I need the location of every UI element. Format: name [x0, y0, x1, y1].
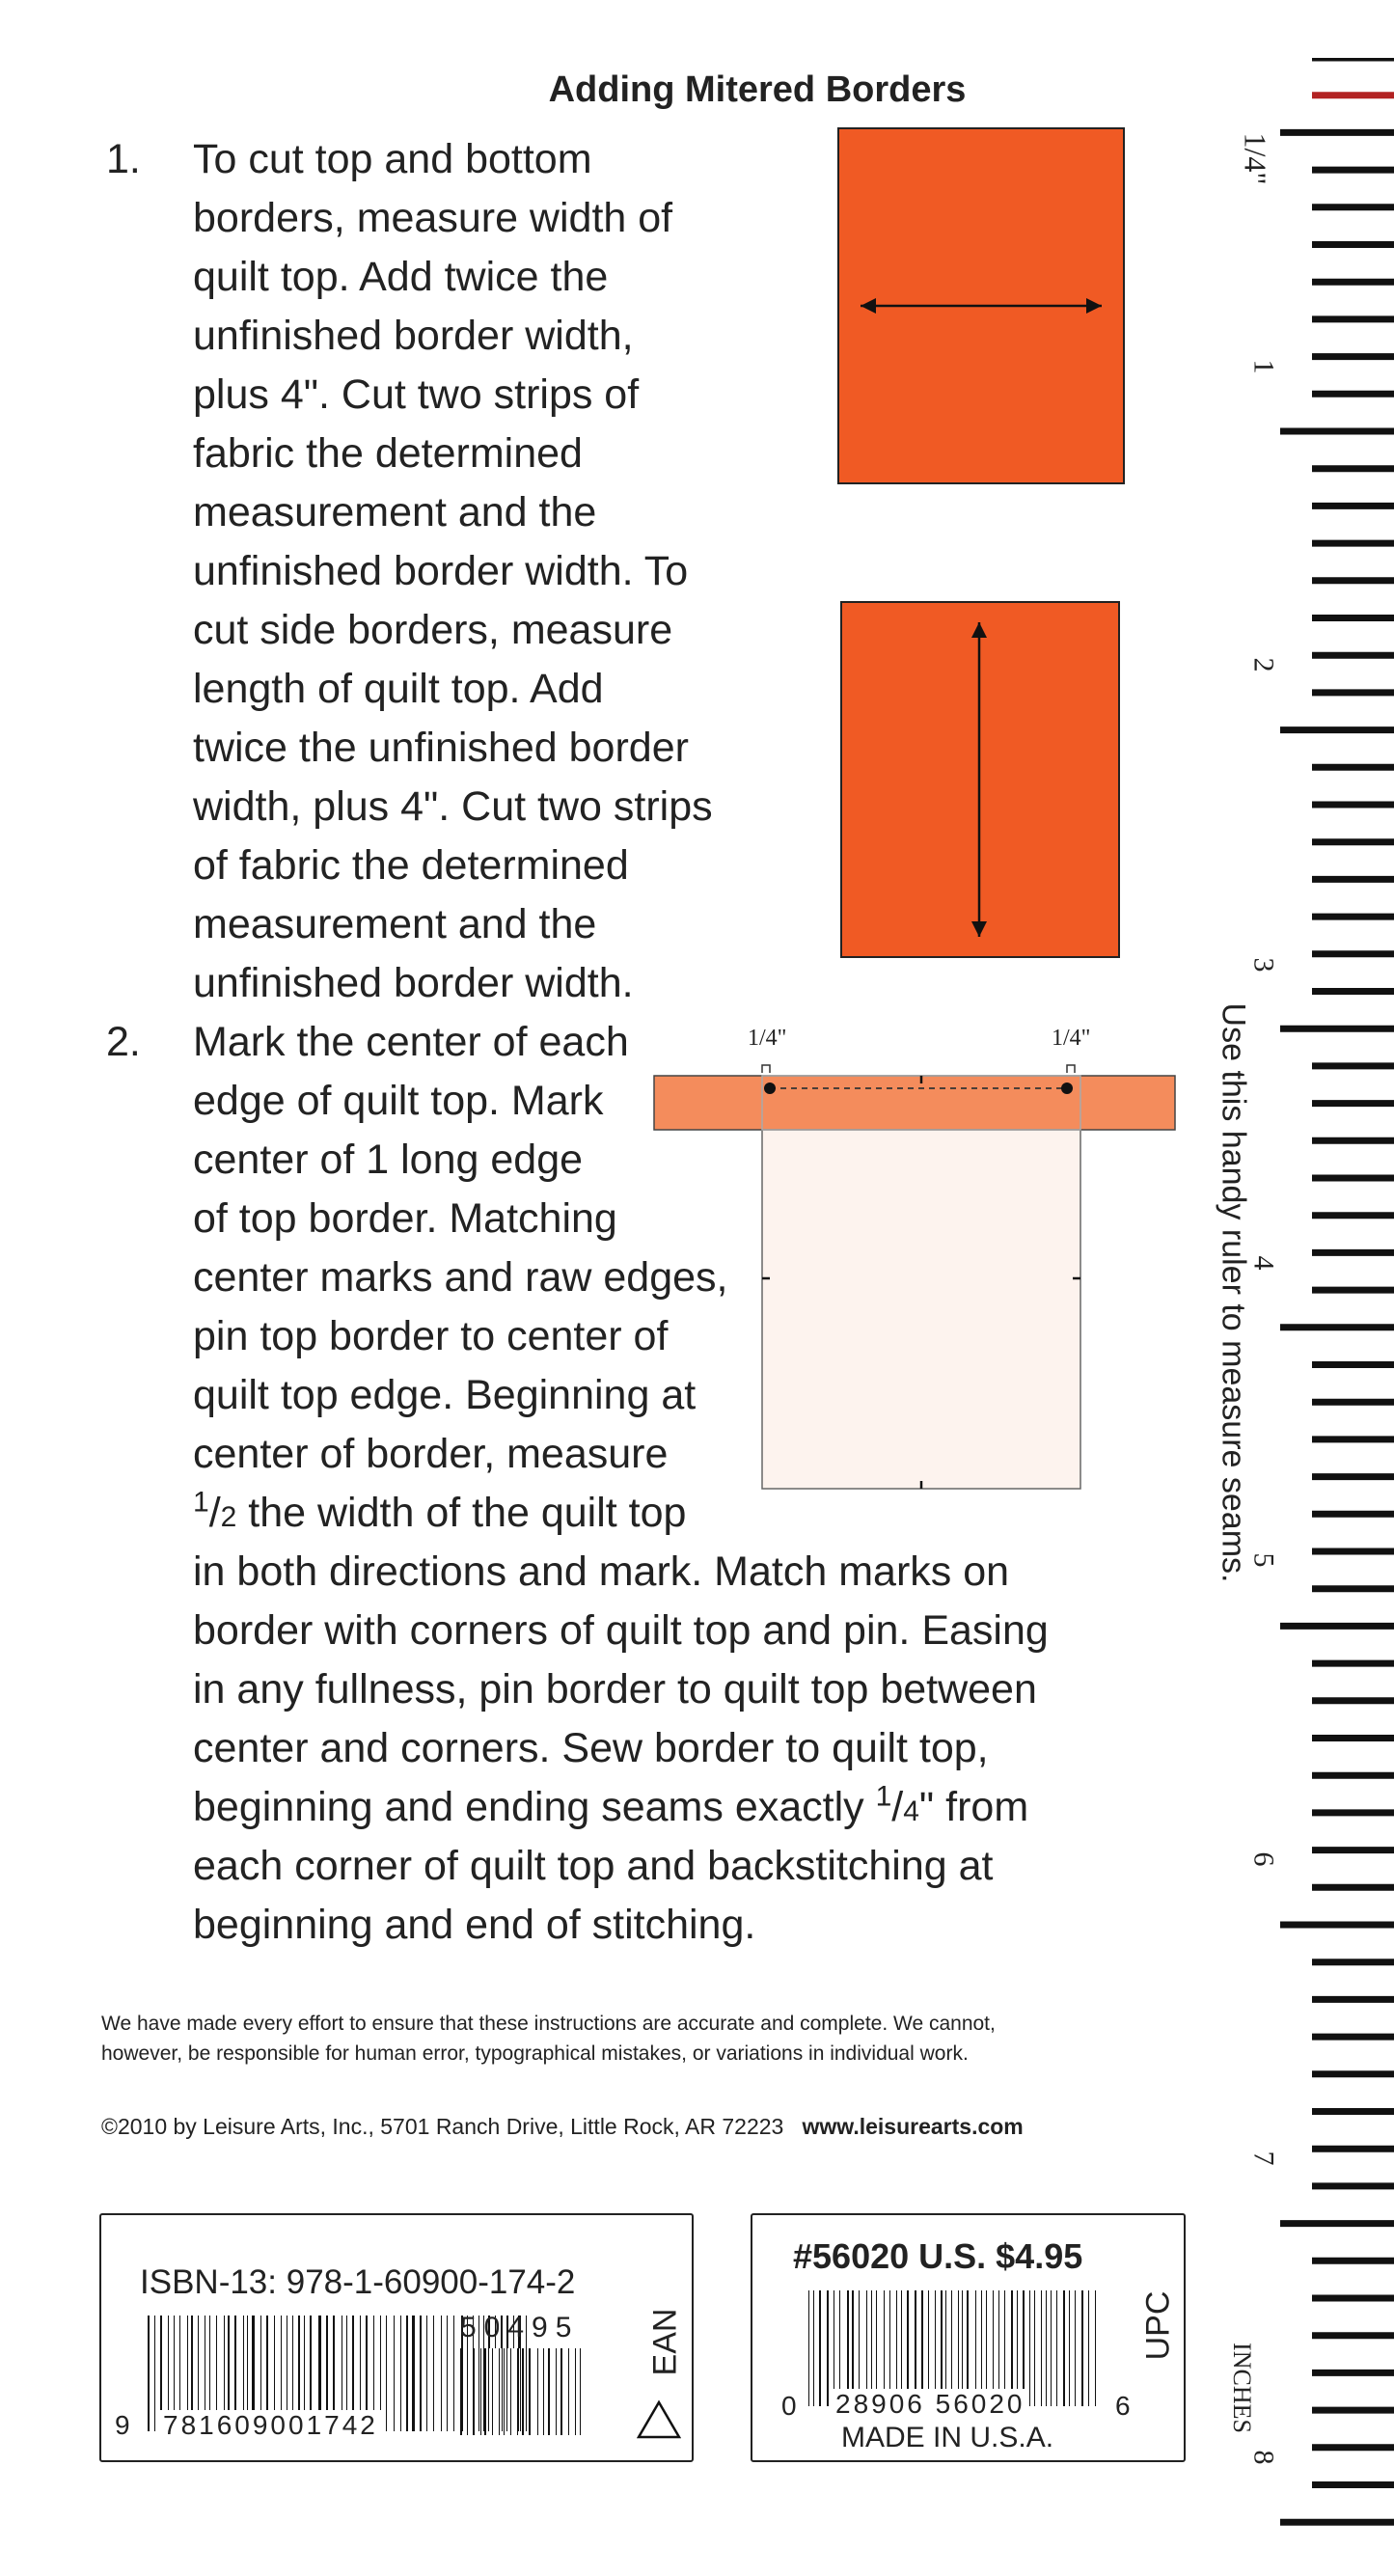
step-2-number: 2.	[106, 1019, 141, 1065]
triangle-icon	[637, 2398, 681, 2439]
barcode-bar	[1075, 2290, 1076, 2406]
barcode-bar	[451, 2316, 452, 2431]
seam-line-post: " from	[918, 1784, 1029, 1830]
barcode-bar	[473, 2348, 475, 2435]
right-quarter-bracket	[1067, 1065, 1075, 1073]
copyright-text: ©2010 by Leisure Arts, Inc., 5701 Ranch Drive, Little Rock, AR 72223	[101, 2114, 784, 2139]
upc-label: UPC	[1139, 2290, 1177, 2361]
step-1-line: unfinished border width. To	[193, 548, 689, 594]
barcode-bar	[447, 2316, 448, 2431]
barcode-bar	[809, 2290, 810, 2406]
barcode-bar	[1066, 2290, 1067, 2406]
barcode-bar	[148, 2316, 150, 2431]
step-2-line: center marks and raw edges,	[193, 1254, 728, 1301]
barcode-bar	[433, 2316, 434, 2431]
step-2-line: pin top border to center of	[193, 1313, 669, 1359]
step-1-line: measurement and the	[193, 901, 597, 947]
barcode-bar	[547, 2348, 548, 2435]
barcode-bar	[552, 2348, 554, 2435]
ean-addon-digits: 50495	[460, 2312, 580, 2343]
step-1-line: fabric the determined	[193, 430, 583, 477]
barcode-bar	[565, 2348, 567, 2435]
barcode-bar	[556, 2348, 557, 2435]
ruler-note-text: Use this handy ruler to measure seams.	[1215, 1002, 1252, 1583]
barcode-bar	[823, 2290, 824, 2406]
top-border-strip	[654, 1076, 1175, 1130]
step-2-fraction-line: $^1$/2 the width of the quilt top	[193, 1486, 687, 1536]
step-1-line: unfinished border width,	[193, 313, 634, 359]
price-label: #56020 U.S. $4.95	[793, 2236, 1083, 2276]
barcode-bar	[1059, 2290, 1060, 2406]
ruler-number: 5	[1247, 1552, 1280, 1568]
barcode-bar	[411, 2316, 412, 2431]
copyright	[101, 2114, 1024, 2140]
barcode-bar	[571, 2348, 572, 2435]
length-measure-diagram	[840, 601, 1122, 960]
barcode-bar	[484, 2348, 486, 2435]
step-2-line: edge of quilt top. Mark	[193, 1078, 604, 1124]
ean-first-digit: 9	[115, 2410, 130, 2440]
barcode-bar	[1069, 2290, 1071, 2406]
barcode-bar	[441, 2316, 442, 2431]
barcode-bar	[548, 2348, 550, 2435]
step-1-line: twice the unfinished border	[193, 725, 689, 771]
disclaimer-line: We have made every effort to ensure that these instructions are accurate and complete. We cannot,	[101, 2013, 996, 2035]
step-1-line: length of quilt top. Add	[193, 666, 604, 712]
barcode-bar	[394, 2316, 396, 2431]
step-1-line: cut side borders, measure	[193, 607, 673, 653]
barcode-bar	[527, 2348, 528, 2435]
addon-barcode	[460, 2348, 586, 2435]
barcode-bar	[423, 2316, 424, 2431]
step-2-line: beginning and end of stitching.	[193, 1902, 756, 1948]
ruler-number: 4	[1247, 1255, 1280, 1271]
isbn-barcode-box	[99, 2213, 694, 2462]
step-1-text	[193, 130, 713, 1013]
upc-barcode-box	[751, 2213, 1186, 2462]
step-1-line: plus 4". Cut two strips of	[193, 371, 640, 418]
step-2-line: of top border. Matching	[193, 1195, 617, 1242]
barcode-bar	[533, 2348, 534, 2435]
barcode-bar	[583, 2348, 585, 2435]
barcode-bar	[436, 2316, 438, 2431]
barcode-bar	[1048, 2290, 1049, 2406]
barcode-bar	[499, 2348, 500, 2435]
barcode-bar	[471, 2348, 473, 2435]
barcode-bar	[507, 2348, 509, 2435]
fraction-denominator: 2	[220, 1501, 237, 1533]
barcode-bar	[1034, 2290, 1035, 2406]
barcode-bar	[406, 2316, 408, 2431]
left-corner-mark	[764, 1082, 776, 1094]
upc-first-digit: 0	[781, 2391, 797, 2421]
barcode-bar	[1051, 2290, 1052, 2406]
page-title: Adding Mitered Borders	[548, 69, 967, 110]
website-link[interactable]: www.leisurearts.com	[802, 2114, 1024, 2139]
ruler-number: 3	[1247, 957, 1280, 973]
width-measure-diagram	[837, 127, 1127, 488]
barcode-bar	[558, 2348, 560, 2435]
barcode-bar	[467, 2348, 468, 2435]
barcode-bar	[1031, 2290, 1032, 2406]
barcode-bar	[1038, 2290, 1039, 2406]
barcode-bar	[150, 2316, 152, 2431]
disclaimer	[101, 2009, 996, 2069]
seam-numerator: 1	[875, 1780, 892, 1813]
barcode-bar	[482, 2348, 483, 2435]
step-1-line: unfinished border width.	[193, 960, 634, 1006]
ean-label: EAN	[646, 2308, 684, 2376]
barcode-bar	[827, 2290, 829, 2406]
barcode-bar	[543, 2348, 544, 2435]
barcode-bar	[400, 2316, 401, 2431]
step-2-line: in any fullness, pin border to quilt top between	[193, 1666, 1037, 1713]
barcode-bar	[577, 2348, 578, 2435]
seam-denominator: 4	[903, 1795, 919, 1827]
barcode-bar	[575, 2348, 576, 2435]
barcode-bar	[402, 2316, 404, 2431]
ruler-units: INCHES	[1227, 2343, 1256, 2433]
step-1-line: measurement and the	[193, 489, 597, 535]
left-quarter-bracket	[762, 1065, 770, 1073]
barcode-bar	[1056, 2290, 1057, 2406]
seam-line-pre: beginning and ending seams exactly	[193, 1784, 876, 1830]
right-seam-label: 1/4"	[1052, 1026, 1091, 1051]
step-1-line: width, plus 4". Cut two strips	[193, 783, 713, 830]
barcode-bar	[489, 2348, 491, 2435]
barcode-bar	[460, 2348, 462, 2435]
barcode-bar	[420, 2316, 422, 2431]
step-1-line: of fabric the determined	[193, 842, 629, 889]
ean-digits: 781609001742	[159, 2410, 382, 2441]
barcode-bar	[529, 2348, 531, 2435]
barcode-bar	[390, 2316, 392, 2431]
barcode-bar	[480, 2348, 481, 2435]
barcode-bar	[477, 2348, 478, 2435]
barcode-bar	[813, 2290, 814, 2406]
barcode-bar	[1095, 2290, 1096, 2406]
step-2-line: in both directions and mark. Match marks on	[193, 1548, 1010, 1595]
barcode-bar	[1084, 2290, 1085, 2406]
barcode-bar	[819, 2290, 821, 2406]
ruler-quarter-label: 1/4"	[1238, 132, 1273, 185]
step-2-line: center of border, measure	[193, 1431, 669, 1477]
fraction-line-rest: the width of the quilt top	[236, 1490, 687, 1536]
barcode-bar	[1073, 2290, 1074, 2406]
step-1-line: borders, measure width of	[193, 195, 673, 241]
barcode-bar	[386, 2316, 387, 2431]
upc-last-digit: 6	[1115, 2391, 1131, 2421]
ruler-number: 8	[1247, 2450, 1280, 2465]
ruler-number: 6	[1247, 1851, 1280, 1867]
barcode-bar	[1078, 2290, 1079, 2406]
barcode-bar	[154, 2316, 155, 2431]
barcode-bar	[1029, 2290, 1030, 2406]
step-1-line: To cut top and bottom	[193, 136, 592, 182]
barcode-bar	[817, 2290, 818, 2406]
barcode-bar	[426, 2316, 428, 2431]
barcode-bar	[1088, 2290, 1089, 2406]
barcode-bar	[504, 2348, 505, 2435]
step-2-line: center of 1 long edge	[193, 1137, 584, 1183]
step-1-number: 1.	[106, 136, 141, 182]
barcode-bar	[453, 2316, 454, 2431]
barcode-bar	[522, 2348, 524, 2435]
barcode-bar	[500, 2348, 502, 2435]
barcode-bar	[513, 2348, 514, 2435]
barcode-bar	[519, 2348, 520, 2435]
isbn-number: ISBN-13: 978-1-60900-174-2	[140, 2263, 576, 2301]
barcode-bar	[396, 2316, 397, 2431]
right-corner-mark	[1061, 1082, 1073, 1094]
barcode-bar	[492, 2348, 493, 2435]
made-in-label: MADE IN U.S.A.	[841, 2422, 1054, 2453]
border-attach-diagram	[652, 1052, 1178, 1495]
step-2-line: border with corners of quilt top and pin. Easing	[193, 1607, 1049, 1654]
ruler-number: 7	[1247, 2151, 1280, 2166]
ruler-ticks	[1235, 58, 1394, 2576]
fraction-numerator: 1	[193, 1486, 209, 1519]
barcode-bar	[510, 2348, 512, 2435]
upc-digits: 28906 56020	[832, 2389, 1029, 2420]
quilt-top	[762, 1081, 1080, 1489]
barcode-bar	[1092, 2290, 1094, 2406]
ruler-number: 2	[1247, 657, 1280, 672]
step-2-seam-line: beginning and ending seams exactly $^1$/4" from	[193, 1780, 1029, 1830]
left-seam-label: 1/4"	[748, 1026, 787, 1051]
barcode-bar	[580, 2348, 581, 2435]
barcode-bar	[517, 2348, 518, 2435]
barcode-bar	[1081, 2290, 1083, 2406]
barcode-bar	[495, 2348, 496, 2435]
barcode-bar	[443, 2316, 445, 2431]
barcode-bar	[560, 2348, 562, 2435]
step-2-line: quilt top edge. Beginning at	[193, 1372, 697, 1418]
barcode-bar	[1063, 2290, 1064, 2406]
barcode-bar	[568, 2348, 570, 2435]
barcode-bar	[382, 2316, 384, 2431]
barcode-bar	[412, 2316, 414, 2431]
barcode-bar	[456, 2316, 458, 2431]
ruler-number: 1	[1247, 359, 1280, 374]
step-2-line: Mark the center of each	[193, 1019, 629, 1065]
step-1-line: quilt top. Add twice the	[193, 254, 609, 300]
barcode-bar	[1054, 2290, 1055, 2406]
barcode-bar	[417, 2316, 418, 2431]
step-2-line: center and corners. Sew border to quilt top,	[193, 1725, 989, 1771]
disclaimer-line: however, be responsible for human error, typographical mistakes, or variations in individual work.	[101, 2042, 969, 2065]
barcode-bar	[537, 2348, 538, 2435]
barcode-bar	[539, 2348, 541, 2435]
step-2-line: each corner of quilt top and backstitching at	[193, 1843, 994, 1889]
barcode-bar	[463, 2348, 465, 2435]
barcode-bar	[430, 2316, 432, 2431]
